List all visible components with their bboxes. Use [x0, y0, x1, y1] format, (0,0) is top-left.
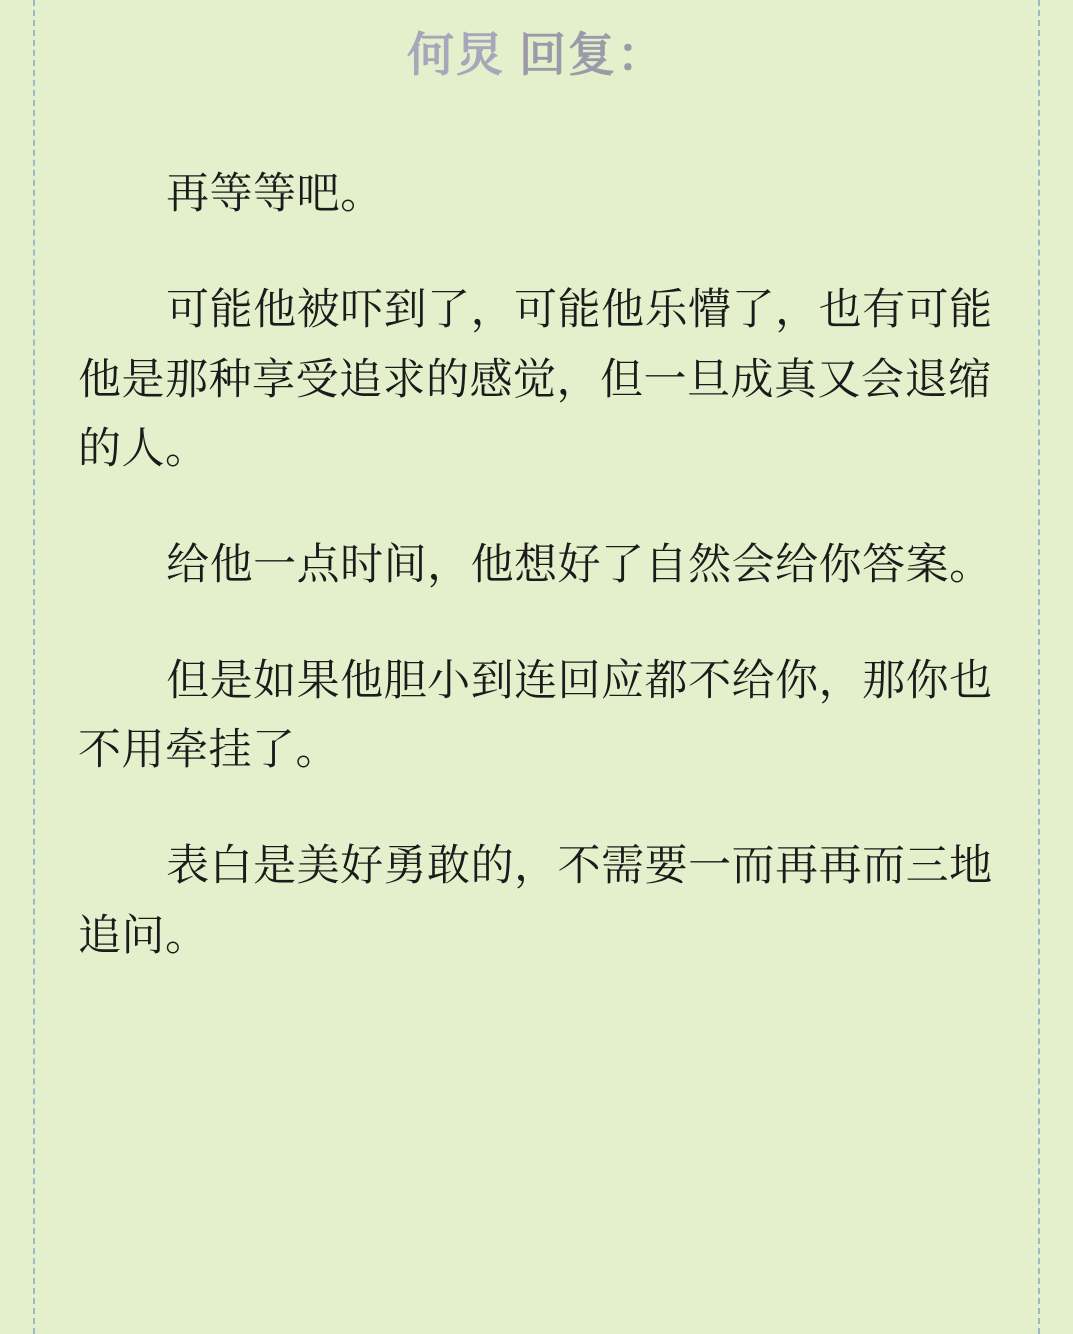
paragraph: 再等等吧。: [166, 169, 384, 220]
paragraph: 给他一点时间，他想好了自然会给你答案。: [166, 540, 993, 591]
paragraph: 可能他被吓到了，可能他乐懵了，也有可能他是那种享受追求的感觉，但一旦成真又会退缩的人。: [78, 285, 993, 475]
post-body: [70, 160, 1003, 971]
paragraph: 表白是美好勇敢的，不需要一而再再而三地追问。: [78, 840, 993, 961]
paragraph: 但是如果他胆小到连回应都不给你，那你也不用牵挂了。: [78, 655, 993, 776]
title-action-label: 回复：: [519, 28, 666, 83]
post-title: [70, 0, 1003, 84]
author-name: 何炅: [407, 28, 505, 83]
